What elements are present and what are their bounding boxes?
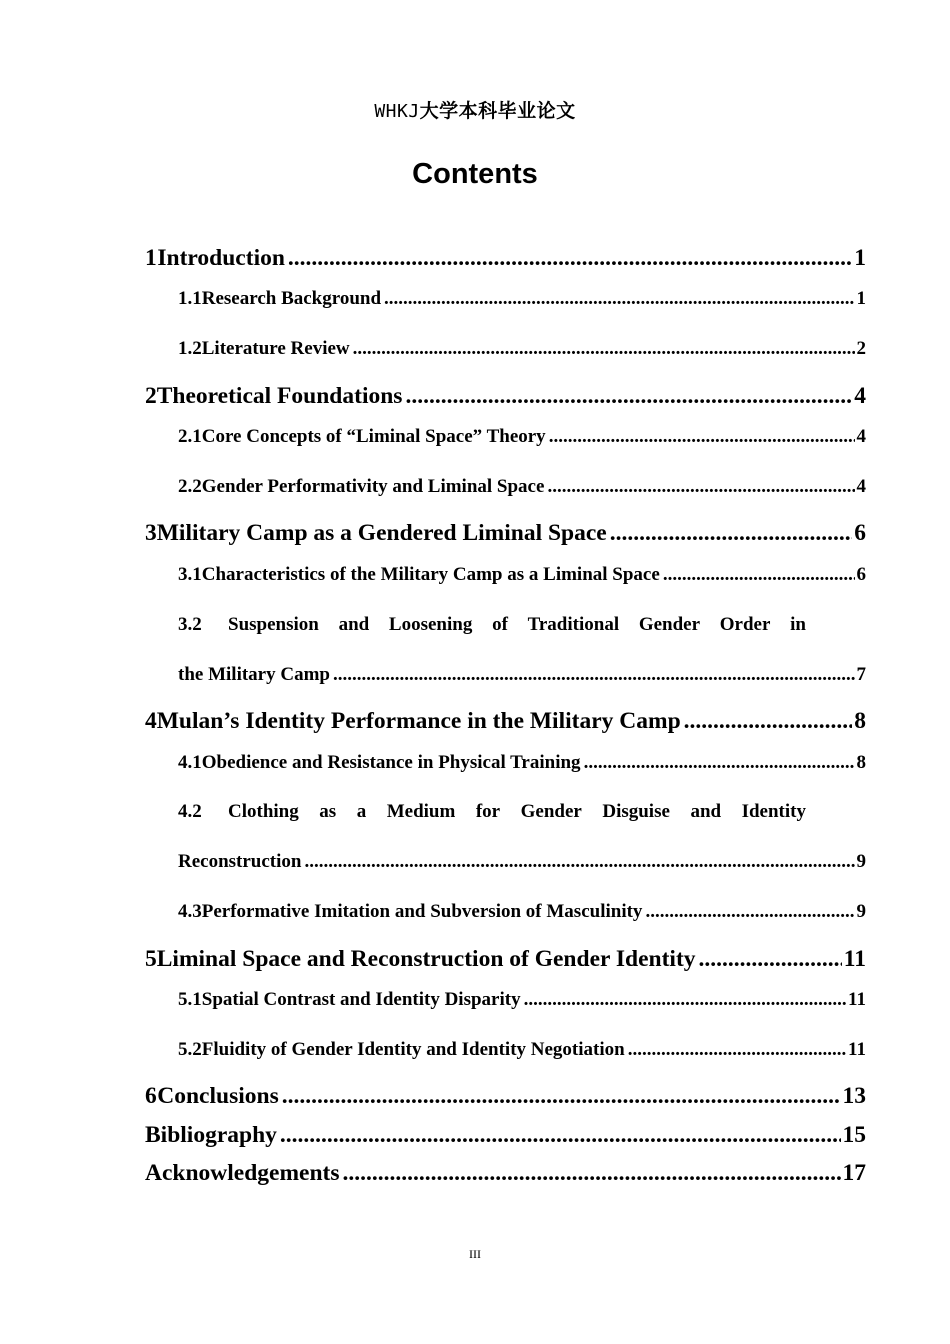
toc-leader <box>405 383 852 410</box>
toc-page: 8 <box>854 708 866 734</box>
toc-number: 5 <box>145 946 157 972</box>
toc-leader <box>343 1160 841 1187</box>
toc-label-word: Loosening <box>388 614 473 635</box>
toc-page: 9 <box>856 851 866 872</box>
toc-label-word: Traditional <box>527 614 620 635</box>
toc-label: Theoretical Foundations <box>156 383 403 409</box>
toc-label: Bibliography <box>145 1122 277 1148</box>
toc-leader <box>699 946 842 973</box>
toc-page: 4 <box>854 383 866 409</box>
toc-leader <box>282 1083 841 1110</box>
toc-label: Performative Imitation and Subversion of Masculinity <box>201 901 643 922</box>
toc-label-word: as <box>319 801 337 822</box>
toc-entry-4-2-line1[interactable] <box>178 801 806 823</box>
toc-label-word: of <box>492 614 508 635</box>
toc-entry-4-1[interactable] <box>178 752 866 774</box>
toc-page: 1 <box>854 245 866 271</box>
toc-number: 1 <box>145 245 157 271</box>
toc-leader <box>628 1039 846 1061</box>
toc-entry-2-1[interactable] <box>178 426 866 448</box>
toc-number: 2.2 <box>178 476 202 497</box>
toc-entry-acknowledgements[interactable] <box>145 1160 866 1187</box>
toc-label: Obedience and Resistance in Physical Training <box>201 752 581 773</box>
toc-entry-2-2[interactable] <box>178 476 866 498</box>
toc-number: 6 <box>145 1083 157 1109</box>
toc-entry-5-1[interactable] <box>178 989 866 1011</box>
toc-label-word: Suspension <box>228 614 319 635</box>
toc-label: Fluidity of Gender Identity and Identity Negotiation <box>201 1039 625 1060</box>
toc-label-word: Disguise <box>602 801 670 822</box>
toc-label-word: a <box>356 801 367 822</box>
toc-number: 2.1 <box>178 426 202 447</box>
toc-number: 3.2 <box>178 614 202 635</box>
toc-entry-2[interactable] <box>145 383 866 410</box>
toc-leader <box>304 851 854 873</box>
toc-page: 2 <box>856 338 866 359</box>
toc-page: 17 <box>842 1160 866 1186</box>
toc-label-word: and <box>690 801 722 822</box>
header-cjk: 大学本科毕业论文 <box>419 100 576 122</box>
toc-entry-5-2[interactable] <box>178 1039 866 1061</box>
toc-leader <box>280 1122 841 1149</box>
toc-number: 4 <box>145 708 157 734</box>
toc-leader <box>384 288 854 310</box>
page-number: III <box>469 1247 481 1261</box>
toc-page: 11 <box>848 989 866 1010</box>
toc-label: Conclusions <box>157 1083 279 1109</box>
toc-label: the Military Camp <box>178 664 330 685</box>
toc-entry-3-2-line2[interactable] <box>178 664 866 686</box>
toc-number: 3.1 <box>178 564 202 585</box>
toc-number: 4.2 <box>178 801 202 822</box>
toc-number: 4.3 <box>178 901 202 922</box>
toc-leader <box>663 564 855 586</box>
toc-leader <box>288 245 852 272</box>
toc-leader <box>333 664 855 686</box>
toc-page: 13 <box>842 1083 866 1109</box>
toc-page: 6 <box>856 564 866 585</box>
toc-leader <box>549 426 855 448</box>
toc-leader <box>547 476 854 498</box>
toc-page: 9 <box>856 901 866 922</box>
toc-page: 4 <box>856 426 866 447</box>
toc-leader <box>684 708 853 735</box>
toc-label-justified <box>228 801 806 823</box>
toc-entry-5[interactable] <box>145 946 866 973</box>
toc-page: 15 <box>842 1122 866 1148</box>
toc-label: Military Camp as a Gendered Liminal Space <box>156 520 607 546</box>
toc-label-word: for <box>475 801 501 822</box>
toc-page: 11 <box>848 1039 866 1060</box>
toc-entry-4-2-line2[interactable] <box>178 851 866 873</box>
toc-entry-4[interactable] <box>145 708 866 735</box>
toc-number: 4.1 <box>178 752 202 773</box>
page-title: Contents <box>412 158 538 190</box>
toc-label: Literature Review <box>201 338 350 359</box>
toc-entry-bibliography[interactable] <box>145 1122 866 1149</box>
toc-entry-3-1[interactable] <box>178 564 866 586</box>
toc-label: Characteristics of the Military Camp as a Liminal Space <box>201 564 660 585</box>
toc-page: 4 <box>856 476 866 497</box>
toc-label: Gender Performativity and Liminal Space <box>201 476 545 497</box>
toc-label: Acknowledgements <box>145 1160 340 1186</box>
toc-leader <box>645 901 854 923</box>
toc-page: 1 <box>856 288 866 309</box>
toc-label-word: Gender <box>638 614 701 635</box>
toc-entry-4-3[interactable] <box>178 901 866 923</box>
toc-number: 1.1 <box>178 288 202 309</box>
toc-number: 5.1 <box>178 989 202 1010</box>
header-latin: WHKJ <box>374 101 420 122</box>
toc-leader <box>524 989 846 1011</box>
toc-label: Reconstruction <box>178 851 302 872</box>
toc-label-word: Medium <box>386 801 456 822</box>
toc-page: 8 <box>856 752 866 773</box>
toc-label-word: in <box>790 614 806 635</box>
toc-label-word: Order <box>719 614 771 635</box>
toc-label: Core Concepts of “Liminal Space” Theory <box>201 426 546 447</box>
toc-leader <box>584 752 855 774</box>
toc-entry-3-2-line1[interactable] <box>178 614 806 636</box>
toc-page: 6 <box>854 520 866 546</box>
toc-label-word: and <box>338 614 370 635</box>
toc-number: 5.2 <box>178 1039 202 1060</box>
toc-label: Introduction <box>157 245 285 271</box>
toc-label-word: Clothing <box>228 801 299 822</box>
toc-label-word: Identity <box>741 801 806 822</box>
toc-leader <box>353 338 855 360</box>
toc-entry-1-2[interactable] <box>178 338 866 360</box>
toc-entry-3[interactable] <box>145 520 866 547</box>
toc-page: 7 <box>856 664 866 685</box>
toc-label: Research Background <box>201 288 382 309</box>
toc-leader <box>610 520 853 547</box>
toc-page: 11 <box>843 946 866 972</box>
toc-label: Liminal Space and Reconstruction of Gender Identity <box>156 946 696 972</box>
toc-number: 1.2 <box>178 338 202 359</box>
toc-entry-6[interactable] <box>145 1083 866 1110</box>
toc-entry-1[interactable] <box>145 245 866 272</box>
toc-label: Mulan’s Identity Performance in the Military Camp <box>156 708 681 734</box>
toc-label: Spatial Contrast and Identity Disparity <box>201 989 521 1010</box>
toc-label-justified <box>228 614 806 636</box>
toc-number: 3 <box>145 520 157 546</box>
toc-entry-1-1[interactable] <box>178 288 866 310</box>
toc-label-word: Gender <box>520 801 582 822</box>
toc-number: 2 <box>145 383 157 409</box>
